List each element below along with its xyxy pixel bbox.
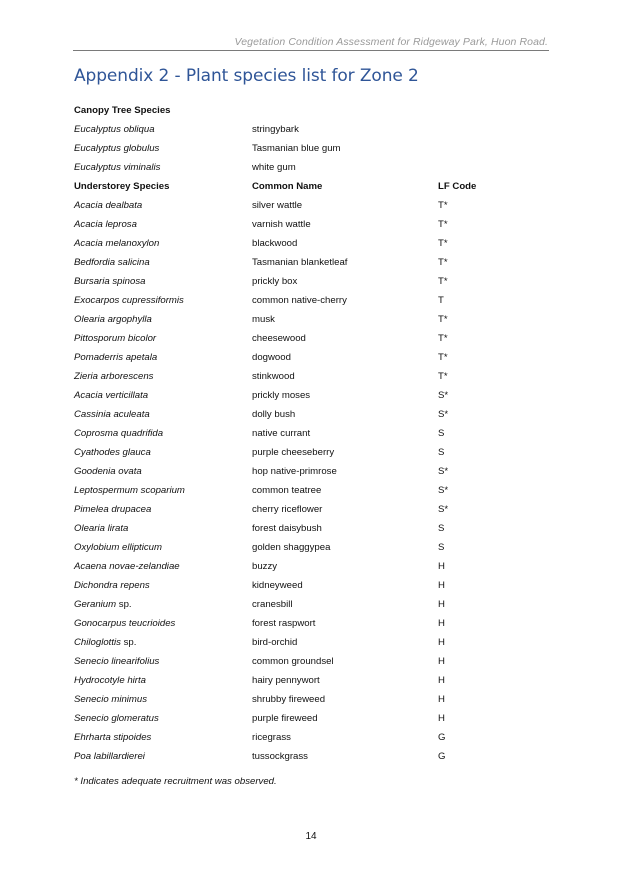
scientific-name-cell [74, 747, 252, 766]
table-row [74, 253, 498, 272]
common-name: prickly moses [252, 390, 311, 401]
common-name: cherry riceflower [252, 504, 323, 515]
table-section-header [74, 177, 498, 196]
lf-code: H [438, 656, 445, 667]
scientific-name: Olearia lirata [74, 523, 129, 534]
header-divider [73, 50, 549, 51]
scientific-name-cell [74, 443, 252, 462]
table-row [74, 443, 498, 462]
scientific-name: Hydrocotyle hirta [74, 675, 146, 686]
lf-code: T* [438, 219, 448, 230]
common-name: native currant [252, 428, 311, 439]
lf-code: S [438, 447, 445, 458]
scientific-name-cell [74, 481, 252, 500]
scientific-name-cell [74, 367, 252, 386]
lf-code: H [438, 618, 445, 629]
common-name: common teatree [252, 485, 322, 496]
scientific-name: Olearia argophylla [74, 314, 152, 325]
scientific-name-cell [74, 329, 252, 348]
scientific-name-cell [74, 519, 252, 538]
common-name: dolly bush [252, 409, 296, 420]
scientific-name-cell [74, 633, 252, 652]
table-row [74, 652, 498, 671]
lf-code: S [438, 523, 445, 534]
scientific-name: Goodenia ovata [74, 466, 142, 477]
common-name: golden shaggypea [252, 542, 331, 553]
plant-species-table [74, 101, 498, 766]
table-row [74, 348, 498, 367]
lf-code: S* [438, 466, 449, 477]
common-name: common groundsel [252, 656, 334, 667]
common-name: forest raspwort [252, 618, 316, 629]
table-row [74, 234, 498, 253]
common-name: Tasmanian blanketleaf [252, 257, 348, 268]
common-name: ricegrass [252, 732, 291, 743]
table-row [74, 386, 498, 405]
common-name: white gum [252, 162, 296, 173]
scientific-name-cell [74, 462, 252, 481]
table-row [74, 690, 498, 709]
species-abbreviation: sp. [116, 599, 132, 610]
scientific-name: Senecio minimus [74, 694, 148, 705]
lf-code: S* [438, 504, 449, 515]
lf-code: T* [438, 276, 448, 287]
common-name: stinkwood [252, 371, 295, 382]
scientific-name-cell [74, 557, 252, 576]
table-row [74, 367, 498, 386]
lf-code: H [438, 675, 445, 686]
page-number: 14 [305, 831, 317, 842]
scientific-name-cell [74, 215, 252, 234]
common-name: common native-cherry [252, 295, 347, 306]
table-row [74, 576, 498, 595]
scientific-name: Acacia dealbata [74, 200, 143, 211]
scientific-name: Poa labillardierei [74, 751, 145, 762]
scientific-name: Ehrharta stipoides [74, 732, 152, 743]
lf-code-column-header: LF Code [438, 181, 477, 192]
scientific-name: Acaena novae-zelandiae [74, 561, 180, 572]
lf-code: H [438, 561, 445, 572]
common-name: musk [252, 314, 275, 325]
scientific-name-cell [74, 671, 252, 690]
common-name: silver wattle [252, 200, 303, 211]
table-row [74, 500, 498, 519]
scientific-name: Cyathodes glauca [74, 447, 151, 458]
scientific-name: Geranium [74, 599, 117, 610]
scientific-name-cell [74, 595, 252, 614]
table-row [74, 728, 498, 747]
common-name: prickly box [252, 276, 298, 287]
scientific-name-cell [74, 291, 252, 310]
table-row [74, 671, 498, 690]
common-name: varnish wattle [252, 219, 311, 230]
scientific-name-cell [74, 652, 252, 671]
scientific-name: Chiloglottis [74, 637, 121, 648]
scientific-name: Dichondra repens [74, 580, 150, 591]
scientific-name: Senecio glomeratus [74, 713, 159, 724]
table-row [74, 310, 498, 329]
table-row [74, 196, 498, 215]
lf-code: G [438, 732, 446, 743]
lf-code: S* [438, 485, 449, 496]
table-row [74, 595, 498, 614]
running-header: Vegetation Condition Assessment for Ridgeway Park, Huon Road. [234, 36, 548, 48]
common-name: cranesbill [252, 599, 293, 610]
lf-code: S* [438, 409, 449, 420]
scientific-name-cell [74, 253, 252, 272]
common-name: purple fireweed [252, 713, 318, 724]
common-name: shrubby fireweed [252, 694, 326, 705]
table-section-header [74, 101, 498, 120]
table-row [74, 405, 498, 424]
scientific-name: Cassinia aculeata [74, 409, 150, 420]
table-row [74, 557, 498, 576]
lf-code: S [438, 542, 445, 553]
scientific-name-cell [74, 310, 252, 329]
common-name: hairy pennywort [252, 675, 320, 686]
scientific-name-cell [74, 709, 252, 728]
lf-code: T* [438, 352, 448, 363]
scientific-name: Pomaderris apetala [74, 352, 158, 363]
canopy-heading: Canopy Tree Species [74, 105, 171, 116]
common-name: stringybark [252, 124, 299, 135]
common-name: blackwood [252, 238, 298, 249]
table-row [74, 614, 498, 633]
lf-code: T* [438, 257, 448, 268]
scientific-name: Eucalyptus globulus [74, 143, 160, 154]
lf-code: T* [438, 371, 448, 382]
table-row [74, 291, 498, 310]
scientific-name-cell [74, 728, 252, 747]
table-row [74, 481, 498, 500]
table-row [74, 709, 498, 728]
scientific-name: Senecio linearifolius [74, 656, 160, 667]
scientific-name: Eucalyptus viminalis [74, 162, 161, 173]
table-row [74, 538, 498, 557]
table-row [74, 120, 498, 139]
species-abbreviation: sp. [120, 637, 137, 648]
scientific-name: Leptospermum scoparium [74, 485, 185, 496]
understorey-heading: Understorey Species [74, 181, 170, 192]
lf-code: H [438, 637, 445, 648]
common-name: forest daisybush [252, 523, 322, 534]
scientific-name: Acacia leprosa [74, 219, 137, 230]
scientific-name: Pimelea drupacea [74, 504, 152, 515]
scientific-name-cell [74, 538, 252, 557]
table-row [74, 462, 498, 481]
common-name: Tasmanian blue gum [252, 143, 341, 154]
footnote: * Indicates adequate recruitment was observed. [74, 776, 277, 787]
scientific-name: Bursaria spinosa [74, 276, 146, 287]
table-row [74, 747, 498, 766]
scientific-name: Pittosporum bicolor [74, 333, 157, 344]
scientific-name: Bedfordia salicina [74, 257, 150, 268]
scientific-name-cell [74, 386, 252, 405]
common-name: buzzy [252, 561, 278, 572]
lf-code: H [438, 713, 445, 724]
lf-code: H [438, 580, 445, 591]
common-name: kidneyweed [252, 580, 303, 591]
scientific-name-cell [74, 424, 252, 443]
common-name: tussockgrass [252, 751, 308, 762]
scientific-name-cell [74, 614, 252, 633]
lf-code: T* [438, 333, 448, 344]
scientific-name: Zieria arborescens [74, 371, 154, 382]
lf-code: S* [438, 390, 449, 401]
table-row [74, 139, 498, 158]
page-title: Appendix 2 - Plant species list for Zone 2 [74, 66, 419, 86]
scientific-name-cell [74, 405, 252, 424]
lf-code: S [438, 428, 445, 439]
common-name: hop native-primrose [252, 466, 337, 477]
scientific-name-cell [74, 690, 252, 709]
scientific-name: Eucalyptus obliqua [74, 124, 155, 135]
scientific-name: Coprosma quadrifida [74, 428, 164, 439]
scientific-name: Acacia verticillata [74, 390, 149, 401]
lf-code: G [438, 751, 446, 762]
scientific-name-cell [74, 348, 252, 367]
common-name: dogwood [252, 352, 291, 363]
lf-code: T* [438, 238, 448, 249]
table-row [74, 519, 498, 538]
scientific-name-cell [74, 500, 252, 519]
common-name: bird-orchid [252, 637, 298, 648]
scientific-name: Exocarpos cupressiformis [74, 295, 184, 306]
scientific-name-cell [74, 272, 252, 291]
common-name-column-header: Common Name [252, 181, 323, 192]
table-row [74, 633, 498, 652]
lf-code: H [438, 694, 445, 705]
lf-code: H [438, 599, 445, 610]
table-row [74, 424, 498, 443]
lf-code: T* [438, 200, 448, 211]
table-row [74, 329, 498, 348]
scientific-name: Acacia melanoxylon [74, 238, 160, 249]
scientific-name: Oxylobium ellipticum [74, 542, 162, 553]
lf-code: T [438, 295, 444, 306]
lf-code: T* [438, 314, 448, 325]
scientific-name-cell [74, 234, 252, 253]
common-name: purple cheeseberry [252, 447, 335, 458]
scientific-name: Gonocarpus teucrioides [74, 618, 176, 629]
table-row [74, 215, 498, 234]
scientific-name-cell [74, 196, 252, 215]
common-name: cheesewood [252, 333, 306, 344]
scientific-name-cell [74, 576, 252, 595]
table-row [74, 158, 498, 177]
table-row [74, 272, 498, 291]
